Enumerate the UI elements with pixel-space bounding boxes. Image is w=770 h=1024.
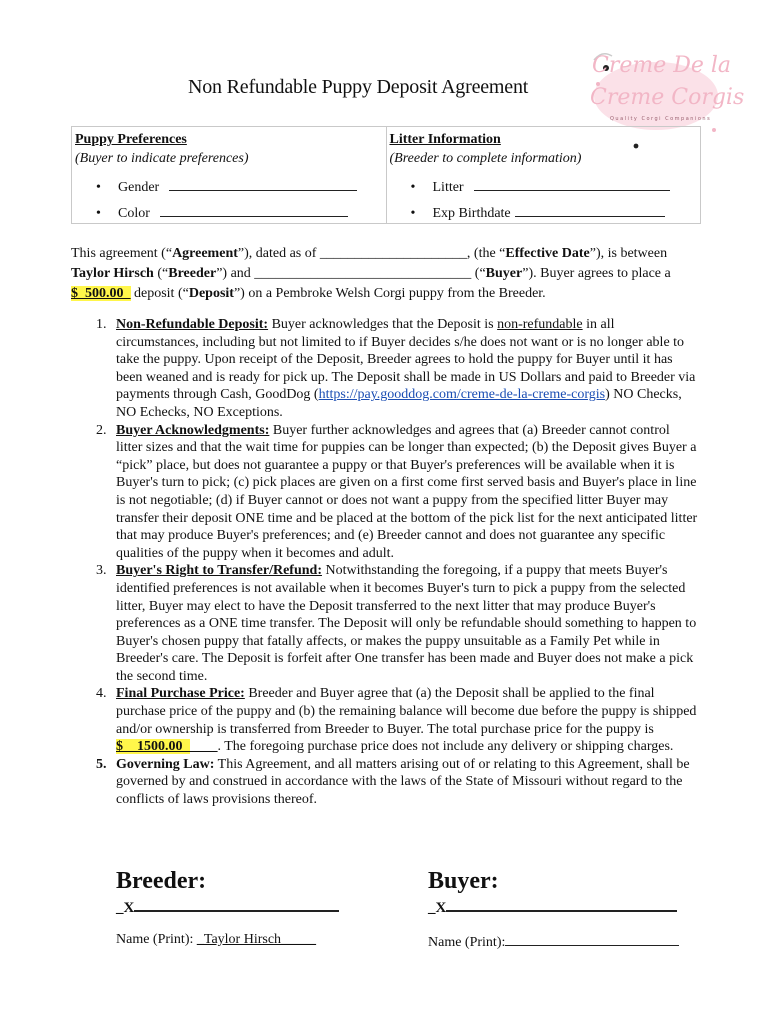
litter-label: Litter xyxy=(432,180,464,195)
deposit-amount: $_500.00_ xyxy=(71,286,131,301)
buyer-signature-heading: Buyer: xyxy=(428,868,499,894)
preferences-table xyxy=(71,126,701,224)
color-field[interactable] xyxy=(160,203,348,217)
clause-3-heading: Buyer's Right to Transfer/Refund: xyxy=(116,563,322,579)
clause-3: 3. Buyer's Right to Transfer/Refund: Notwithstanding the foregoing, if a puppy that meets Buyer's identified preferences is not available when it becomes Buyer's turn to pick a puppy from the selected litter, Buyer may elect to have the Deposit transferred to the next litter that may produce Buyer's preferences as a ONE time transfer. The Deposit will only be refundable should something to happen to Buyer's chosen puppy that fatally affects, or makes the puppy unsuitable as a Family Pet while in Breeder's care. The Deposit is forfeit after One transfer has been made and Buyer does not make a pick the second time. xyxy=(96,563,697,684)
litter-field[interactable] xyxy=(474,177,670,191)
clause-1: 1. Non-Refundable Deposit: Buyer acknowledges that the Deposit is non-refundable in all circumstances, including but not limited to if Buyer decides s/he does not want or is no longer able to take the puppy. Upon receipt of the Deposit, Breeder agrees to hold the puppy for Buyer until it has been weaned and is ready for pick up. The Deposit shall be made in US Dollars and paid to Breeder via payments through Cash, GoodDog (https://pay.gooddog.com/creme-de-la-creme-corgis) NO Checks, NO Echecks, NO Exceptions. xyxy=(96,317,696,420)
birthdate-label: Exp Birthdate xyxy=(432,206,511,221)
deposit-term: Deposit xyxy=(188,286,234,301)
color-item xyxy=(96,203,348,222)
document-title: Non Refundable Puppy Deposit Agreement xyxy=(188,76,529,98)
litter-item xyxy=(411,177,670,196)
bullet-icon: • xyxy=(410,206,416,221)
litter-information-heading: Litter Information xyxy=(389,132,501,147)
clause-5-heading: Governing Law: xyxy=(116,756,215,772)
non-refundable-text: non-refundable xyxy=(497,317,583,332)
logo-line2: Creme Corgis xyxy=(590,85,745,110)
breeder-signature-line[interactable]: _X xyxy=(116,896,339,917)
litter-information-column xyxy=(386,127,701,223)
clause-2: 2. Buyer Acknowledgments: Buyer further acknowledges and agrees that (a) Breeder cannot control litter sizes and that the wait time for puppies can be longer than expected; (b) the Deposit gives Buyer a “pick” place, but does not guarantee a puppy or that Buyer's preferences will be available when it is Buyer's turn to pick; (c) pick places are given on a first come first served basis and Buyer's place in line is not negotiable; (d) if Buyer cannot or does not want a puppy from the specified litter Buyer may transfer their deposit ONE time and be placed at the bottom of the pick list for the next anticipated litter that may produce Buyer's preferences; and (e) Breeder cannot and does not guarantee any specific qualities of the puppy when it becomes and adult. xyxy=(96,422,698,561)
intro-paragraph: This agreement (“Agreement”), dated as of _____________________, (the “Effective Date”), is between Taylor Hirsch (“Breeder”) and _______________________________ (“Buyer”). Buyer agrees to place a $_500.00_ deposit (“Deposit”) on a Pembroke Welsh Corgi puppy from the Breeder. xyxy=(71,246,671,301)
birthdate-item xyxy=(411,203,665,222)
breeder-name: Taylor Hirsch xyxy=(71,266,154,281)
clause-4: 4. Final Purchase Price: Breeder and Buyer agree that (a) the Deposit shall be applied to the final purchase price of the puppy and (b) the remaining balance will become due before the puppy is shipped and/or ownership is transferred from Breeder to Buyer. The total purchase price for the puppy is $__1500.00_____. The foregoing purchase price does not include any delivery or shipping charges. xyxy=(96,686,697,755)
bullet-icon: • xyxy=(96,206,101,221)
gender-label: Gender xyxy=(118,180,160,195)
clause-4-heading: Final Purchase Price: xyxy=(116,686,245,702)
clause-2-heading: Buyer Acknowledgments: xyxy=(116,422,270,438)
clause-list xyxy=(71,316,701,809)
effective-date-term: Effective Date xyxy=(505,246,590,261)
gooddog-payment-link[interactable]: https://pay.gooddog.com/creme-de-la-creme-corgis xyxy=(318,387,606,403)
logo-tagline: Quality Corgi Companions xyxy=(610,116,712,122)
clause-5: 5. Governing Law: This Agreement, and all matters arising out of or relating to this Agreement, shall be governed by and construed in accordance with the laws of the State of Missouri without regard to the conflicts of laws provisions thereof. xyxy=(96,756,690,808)
breeder-print-name: Name (Print): _Taylor Hirsch_____ xyxy=(116,932,317,947)
puppy-preferences-subheading: (Buyer to indicate preferences) xyxy=(75,151,249,166)
litter-information-subheading: (Breeder to complete information) xyxy=(389,151,582,166)
gender-item xyxy=(96,177,357,196)
puppy-preferences-heading: Puppy Preferences xyxy=(75,132,187,147)
buyer-print-name: Name (Print): xyxy=(428,932,679,951)
breeder-print-value: _Taylor Hirsch_____ xyxy=(196,932,317,947)
logo-line1: Creme De la xyxy=(592,53,732,78)
bullet-icon: • xyxy=(410,180,416,195)
buyer-term: Buyer xyxy=(485,266,523,281)
breeder-term: Breeder xyxy=(168,266,217,281)
puppy-preferences-column xyxy=(72,127,386,223)
birthdate-field[interactable] xyxy=(515,203,665,217)
breeder-signature-heading: Breeder: xyxy=(116,868,207,894)
agreement-term: Agreement xyxy=(172,246,238,261)
purchase-price: $__1500.00_ xyxy=(116,739,190,755)
buyer-print-field[interactable] xyxy=(505,932,679,946)
bullet-icon: • xyxy=(96,180,101,195)
buyer-signature-line[interactable]: _X xyxy=(428,896,677,917)
clause-1-heading: Non-Refundable Deposit: xyxy=(116,317,269,332)
color-label: Color xyxy=(118,206,150,221)
gender-field[interactable] xyxy=(169,177,357,191)
